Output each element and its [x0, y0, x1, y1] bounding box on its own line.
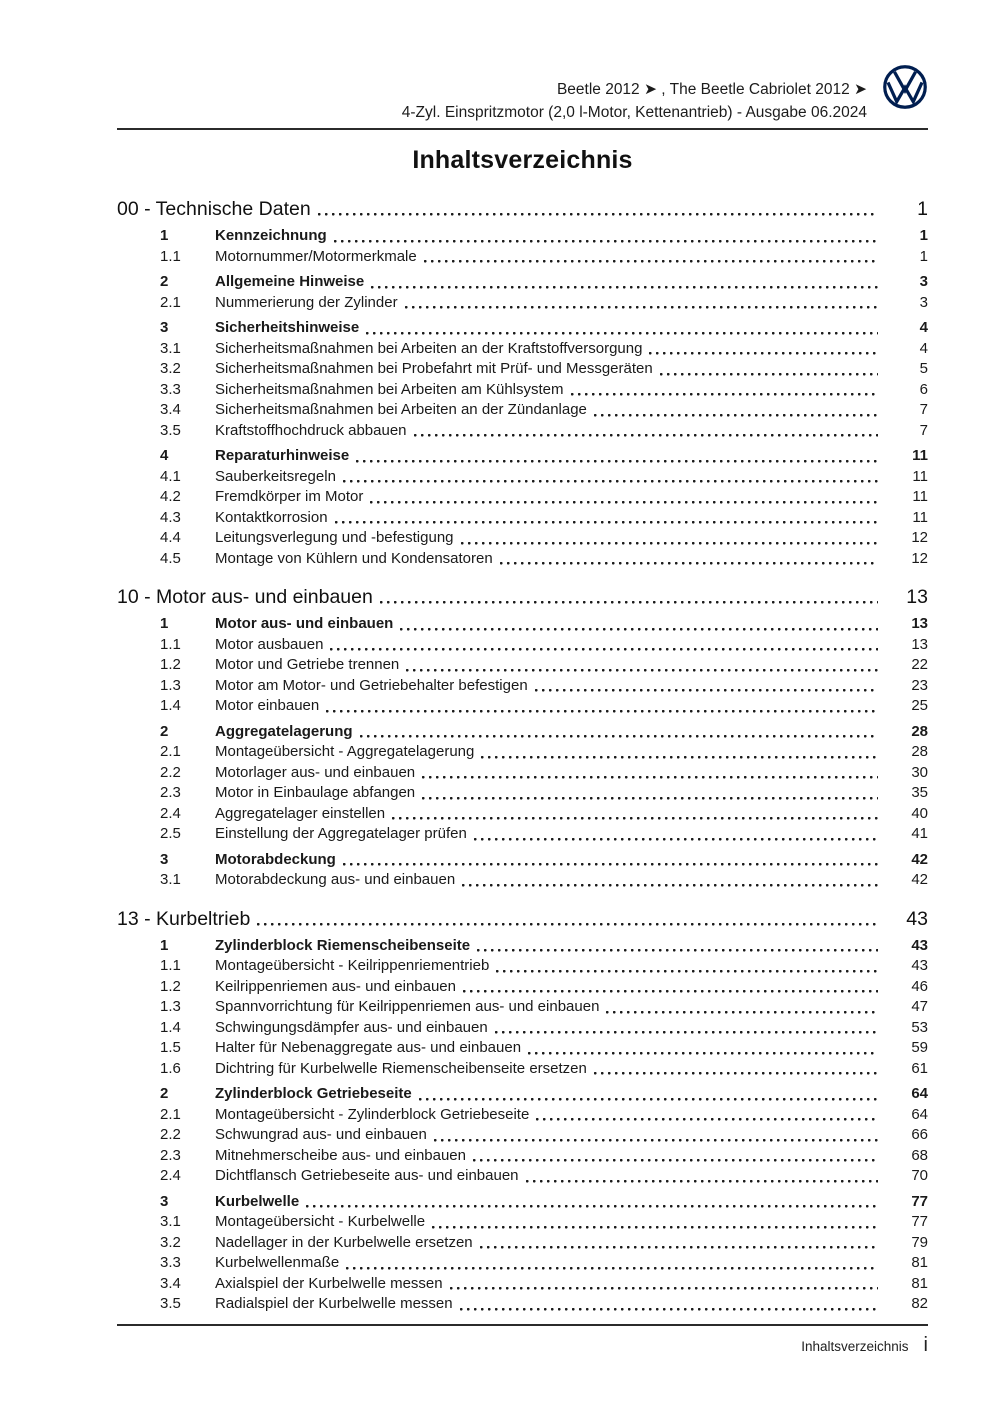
dot-leader [463, 977, 878, 998]
dot-leader [536, 1105, 878, 1126]
dot-leader [400, 614, 878, 635]
toc-chapter-label: 10 - Motor aus- und einbauen [117, 586, 373, 608]
toc-item-title: Montageübersicht - Keilrippenriementrieb [215, 957, 490, 974]
toc-item-title: Aggregatelagerung [215, 722, 353, 740]
toc-item-title: Sicherheitshinweise [215, 319, 360, 336]
toc-item-page: 66 [911, 1126, 928, 1143]
footer-label: Inhaltsverzeichnis [801, 1339, 909, 1354]
toc-item-number: 3 [160, 1192, 169, 1210]
dot-leader [356, 446, 878, 467]
dot-leader [422, 763, 878, 784]
toc-item-row [117, 508, 928, 529]
toc-item-number: 3.4 [160, 401, 181, 418]
toc-item-page: 42 [911, 871, 928, 888]
toc-item-row [117, 956, 928, 977]
toc-item-row [117, 318, 928, 339]
toc-item-row [117, 549, 928, 570]
header-text-block [117, 76, 867, 124]
dot-leader [422, 783, 878, 804]
toc-item-number: 2.2 [160, 763, 181, 781]
dot-leader [366, 318, 878, 339]
toc-item-page: 1 [919, 247, 928, 265]
toc-item-number: 1.2 [160, 656, 181, 673]
toc-item-row [117, 487, 928, 508]
toc-item-row [117, 614, 928, 635]
toc-item-title: Halter für Nebenaggregate aus- und einbauen [215, 1039, 522, 1056]
dot-leader [528, 1038, 878, 1059]
dot-leader [434, 1125, 878, 1146]
toc-item-page: 47 [911, 998, 928, 1015]
toc-item-row [117, 359, 928, 380]
toc-item-row [117, 400, 928, 421]
dot-leader [335, 508, 878, 529]
toc-item-row [117, 467, 928, 488]
toc-item-row [117, 1212, 928, 1233]
toc-item-title: Keilrippenriemen aus- und einbauen [215, 977, 456, 995]
toc-item-page: 12 [911, 529, 928, 546]
dot-leader [371, 272, 878, 293]
toc-item-page: 28 [911, 743, 928, 760]
toc-item-title: Sicherheitsmaßnahmen bei Arbeiten an der Kraftstoffversorgung [215, 339, 643, 357]
toc-item-number: 4.5 [160, 549, 181, 567]
toc-item-number: 1 [160, 936, 169, 954]
dot-leader [257, 907, 878, 931]
toc-item-title: Zylinderblock Getriebeseite [215, 1085, 412, 1102]
dot-leader [526, 1166, 878, 1187]
dot-leader [432, 1212, 878, 1233]
toc-item-number: 1.5 [160, 1039, 181, 1056]
toc-list [117, 197, 928, 1315]
dot-leader [474, 824, 878, 845]
toc-item-number: 1.4 [160, 1018, 181, 1036]
dot-leader [495, 1018, 878, 1039]
dot-leader [346, 1253, 878, 1274]
header-model-line: Beetle 2012 ➤ , The Beetle Cabriolet 2012 ➤ [556, 81, 867, 98]
toc-item-row [117, 1038, 928, 1059]
toc-item-page: 68 [911, 1146, 928, 1164]
toc-item-title: Montageübersicht - Zylinderblock Getriebeseite [215, 1105, 530, 1123]
toc-item-row [117, 1274, 928, 1295]
toc-item-page: 64 [911, 1105, 928, 1123]
toc-item-row [117, 696, 928, 717]
toc-item-row [117, 528, 928, 549]
toc-item-title: Einstellung der Aggregatelager prüfen [215, 825, 467, 842]
toc-item-row [117, 824, 928, 845]
dot-leader [330, 635, 878, 656]
toc-item-number: 4.3 [160, 508, 181, 526]
toc-item-title: Kurbelwelle [215, 1192, 300, 1210]
toc-item-title: Sauberkeitsregeln [215, 467, 336, 485]
toc-item-row [117, 1294, 928, 1315]
dot-leader [480, 1233, 878, 1254]
toc-item-title: Montageübersicht - Kurbelwelle [215, 1213, 426, 1230]
toc-item-row [117, 1084, 928, 1105]
toc-item-title: Motor aus- und einbauen [215, 615, 394, 632]
dot-leader [326, 696, 878, 717]
toc-item-number: 1 [160, 615, 169, 632]
toc-item-title: Schwingungsdämpfer aus- und einbauen [215, 1018, 488, 1036]
toc-item-row [117, 1018, 928, 1039]
toc-item-page: 70 [911, 1167, 928, 1184]
toc-item-row [117, 272, 928, 293]
dot-leader [334, 226, 878, 247]
dot-leader [360, 722, 878, 743]
toc-chapter-row [117, 907, 928, 931]
toc-item-number: 1.3 [160, 676, 181, 694]
dot-leader [306, 1192, 878, 1213]
toc-item-title: Sicherheitsmaßnahmen bei Arbeiten an der Zündanlage [215, 401, 587, 418]
dot-leader [343, 850, 878, 871]
toc-item-title: Fremdkörper im Motor [215, 488, 364, 505]
toc-item-page: 7 [919, 421, 928, 439]
toc-item-row [117, 1253, 928, 1274]
dot-leader [481, 742, 878, 763]
toc-item-title: Motorabdeckung aus- und einbauen [215, 871, 456, 888]
dot-leader [424, 247, 878, 268]
toc-item-title: Nadellager in der Kurbelwelle ersetzen [215, 1233, 473, 1251]
toc-item-page: 61 [911, 1059, 928, 1077]
toc-item-page: 12 [911, 549, 928, 567]
footer-line [117, 1335, 928, 1355]
dot-leader [450, 1274, 878, 1295]
dot-leader [535, 676, 878, 697]
toc-item-title: Dichtring für Kurbelwelle Riemenscheibenseite ersetzen [215, 1059, 587, 1077]
toc-item-number: 2.1 [160, 743, 181, 760]
toc-item-row [117, 1192, 928, 1213]
toc-item-page: 4 [919, 339, 928, 357]
toc-item-row [117, 339, 928, 360]
footer-page-number: i [923, 1334, 928, 1356]
toc-item-title: Motor in Einbaulage abfangen [215, 784, 416, 801]
toc-item-title: Kontaktkorrosion [215, 508, 328, 526]
toc-item-number: 2.3 [160, 784, 181, 801]
toc-item-row [117, 977, 928, 998]
toc-item-row [117, 763, 928, 784]
toc-item-title: Motorlager aus- und einbauen [215, 763, 416, 781]
dot-leader [380, 585, 878, 609]
toc-item-number: 3.5 [160, 1295, 181, 1312]
toc-item-title: Kennzeichnung [215, 227, 327, 244]
toc-item-row [117, 247, 928, 268]
toc-item-title: Allgemeine Hinweise [215, 273, 365, 290]
toc-chapter-page: 13 [906, 586, 928, 608]
dot-leader [594, 1059, 878, 1080]
toc-item-page: 59 [911, 1039, 928, 1056]
dot-leader [370, 487, 878, 508]
toc-item-number: 2.2 [160, 1126, 181, 1143]
toc-item-row [117, 1233, 928, 1254]
toc-item-title: Dichtflansch Getriebeseite aus- und einbauen [215, 1167, 519, 1184]
toc-item-page: 81 [911, 1254, 928, 1271]
dot-leader [392, 804, 878, 825]
toc-item-row [117, 1125, 928, 1146]
toc-item-row [117, 1059, 928, 1080]
toc-item-page: 41 [911, 825, 928, 842]
toc-item-page: 77 [911, 1192, 928, 1210]
toc-item-row [117, 421, 928, 442]
header-edition-line: 4-Zyl. Einspritzmotor (2,0 l-Motor, Kettenantrieb) - Ausgabe 06.2024 [401, 104, 867, 121]
toc-item-number: 3.1 [160, 871, 181, 888]
toc-item-number: 4.2 [160, 488, 181, 505]
toc-item-title: Spannvorrichtung für Keilrippenriemen aus- und einbauen [215, 998, 600, 1015]
dot-leader [606, 997, 878, 1018]
toc-item-row [117, 742, 928, 763]
toc-item-page: 11 [912, 488, 928, 505]
toc-item-row [117, 936, 928, 957]
footer-divider [117, 1324, 928, 1326]
toc-item-row [117, 804, 928, 825]
toc-item-row [117, 655, 928, 676]
toc-item-page: 82 [911, 1295, 928, 1312]
toc-item-page: 13 [911, 615, 928, 632]
toc-item-title: Mitnehmerscheibe aus- und einbauen [215, 1146, 466, 1164]
toc-item-page: 46 [911, 977, 928, 995]
toc-item-number: 1.1 [160, 247, 181, 265]
header-divider [117, 128, 928, 130]
toc-item-number: 3 [160, 319, 169, 336]
toc-chapter-label: 13 - Kurbeltrieb [117, 907, 251, 930]
dot-leader [660, 359, 878, 380]
toc-item-page: 30 [911, 763, 928, 781]
toc-item-number: 3.1 [160, 339, 181, 357]
toc-item-row [117, 850, 928, 871]
toc-item-title: Leitungsverlegung und -befestigung [215, 529, 454, 546]
toc-item-number: 3.2 [160, 360, 181, 377]
toc-item-number: 1.3 [160, 998, 181, 1015]
toc-chapter-row [117, 585, 928, 609]
toc-item-title: Motornummer/Motormerkmale [215, 247, 417, 265]
toc-item-number: 1.2 [160, 977, 181, 995]
toc-item-page: 42 [911, 850, 928, 868]
document-header [117, 76, 928, 124]
dot-leader [594, 400, 878, 421]
toc-item-page: 25 [911, 697, 928, 714]
toc-item-row [117, 293, 928, 314]
toc-item-row [117, 446, 928, 467]
toc-item-number: 3.5 [160, 421, 181, 439]
toc-item-page: 43 [911, 936, 928, 954]
toc-item-row [117, 870, 928, 891]
toc-item-page: 81 [911, 1274, 928, 1292]
toc-item-number: 2.1 [160, 1105, 181, 1123]
dot-leader [419, 1084, 878, 1105]
toc-item-number: 2.5 [160, 825, 181, 842]
dot-leader [462, 870, 878, 891]
toc-item-row [117, 226, 928, 247]
dot-leader [500, 549, 878, 570]
toc-item-number: 1.6 [160, 1059, 181, 1077]
toc-item-number: 1.4 [160, 697, 181, 714]
toc-item-row [117, 1166, 928, 1187]
toc-item-number: 4.4 [160, 529, 181, 546]
toc-item-page: 13 [911, 635, 928, 653]
dot-leader [406, 655, 878, 676]
toc-item-page: 77 [911, 1213, 928, 1230]
toc-item-title: Nummerierung der Zylinder [215, 293, 398, 311]
toc-item-row [117, 997, 928, 1018]
dot-leader [405, 293, 878, 314]
toc-item-page: 3 [919, 293, 928, 311]
dot-leader [496, 956, 878, 977]
toc-item-title: Aggregatelager einstellen [215, 804, 386, 822]
toc-item-title: Axialspiel der Kurbelwelle messen [215, 1274, 443, 1292]
document-footer [117, 1324, 928, 1355]
toc-item-page: 79 [911, 1233, 928, 1251]
toc-item-number: 2.1 [160, 293, 181, 311]
toc-item-row [117, 1146, 928, 1167]
toc-item-title: Schwungrad aus- und einbauen [215, 1126, 427, 1143]
toc-item-page: 40 [911, 804, 928, 822]
toc-item-page: 3 [919, 273, 928, 290]
toc-item-row [117, 783, 928, 804]
toc-item-page: 7 [919, 401, 928, 418]
toc-item-page: 11 [912, 447, 928, 464]
toc-item-page: 53 [911, 1018, 928, 1036]
toc-item-number: 4 [160, 447, 169, 464]
toc-item-page: 43 [911, 957, 928, 974]
toc-item-number: 2.4 [160, 1167, 181, 1184]
toc-item-page: 4 [919, 319, 928, 336]
toc-item-title: Montageübersicht - Aggregatelagerung [215, 743, 475, 760]
toc-item-title: Motorabdeckung [215, 850, 336, 868]
toc-item-title: Sicherheitsmaßnahmen bei Arbeiten am Kühlsystem [215, 380, 564, 398]
dot-leader [461, 528, 878, 549]
toc-chapter-page: 1 [917, 198, 928, 220]
toc-item-row [117, 1105, 928, 1126]
toc-item-title: Kraftstoffhochdruck abbauen [215, 421, 407, 439]
toc-item-row [117, 380, 928, 401]
toc-item-number: 2 [160, 273, 169, 290]
toc-item-page: 28 [911, 722, 928, 740]
dot-leader [473, 1146, 878, 1167]
toc-item-number: 3.1 [160, 1213, 181, 1230]
toc-item-title: Montage von Kühlern und Kondensatoren [215, 549, 493, 567]
toc-item-page: 35 [911, 784, 928, 801]
toc-chapter-page: 43 [906, 907, 928, 930]
toc-item-number: 1.1 [160, 635, 181, 653]
toc-item-row [117, 722, 928, 743]
toc-item-page: 11 [912, 467, 928, 485]
dot-leader [318, 197, 878, 221]
toc-item-title: Motor ausbauen [215, 635, 324, 653]
toc-item-number: 4.1 [160, 467, 181, 485]
toc-item-title: Motor am Motor- und Getriebehalter befestigen [215, 676, 528, 694]
dot-leader [414, 421, 878, 442]
toc-item-title: Zylinderblock Riemenscheibenseite [215, 936, 471, 954]
toc-item-page: 6 [919, 380, 928, 398]
toc-item-page: 23 [911, 676, 928, 694]
toc-item-title: Sicherheitsmaßnahmen bei Probefahrt mit Prüf- und Messgeräten [215, 360, 653, 377]
toc-item-page: 11 [912, 508, 928, 526]
toc-item-number: 3.2 [160, 1233, 181, 1251]
toc-item-number: 2 [160, 722, 169, 740]
vw-logo-icon [882, 64, 928, 110]
toc-item-page: 5 [919, 360, 928, 377]
toc-item-title: Motor einbauen [215, 697, 320, 714]
toc-chapter-label: 00 - Technische Daten [117, 198, 311, 220]
dot-leader [571, 380, 878, 401]
toc-item-row [117, 676, 928, 697]
toc-item-number: 1 [160, 227, 169, 244]
toc-item-number: 2 [160, 1085, 169, 1102]
toc-item-number: 1.1 [160, 957, 181, 974]
toc-item-number: 3.3 [160, 380, 181, 398]
toc-item-page: 1 [919, 227, 928, 244]
toc-item-row [117, 635, 928, 656]
toc-item-page: 64 [911, 1085, 928, 1102]
page-title: Inhaltsverzeichnis [412, 146, 633, 174]
toc-item-title: Reparaturhinweise [215, 447, 350, 464]
dot-leader [343, 467, 878, 488]
toc-item-number: 3.4 [160, 1274, 181, 1292]
toc-item-page: 22 [911, 656, 928, 673]
dot-leader [477, 936, 878, 957]
toc-item-title: Kurbelwellenmaße [215, 1254, 340, 1271]
toc-item-number: 3.3 [160, 1254, 181, 1271]
dot-leader [460, 1294, 878, 1315]
toc-item-title: Radialspiel der Kurbelwelle messen [215, 1295, 453, 1312]
toc-item-number: 3 [160, 850, 169, 868]
dot-leader [649, 339, 878, 360]
toc-item-title: Motor und Getriebe trennen [215, 656, 400, 673]
toc-chapter-row [117, 197, 928, 221]
toc-item-number: 2.3 [160, 1146, 181, 1164]
toc-item-number: 2.4 [160, 804, 181, 822]
